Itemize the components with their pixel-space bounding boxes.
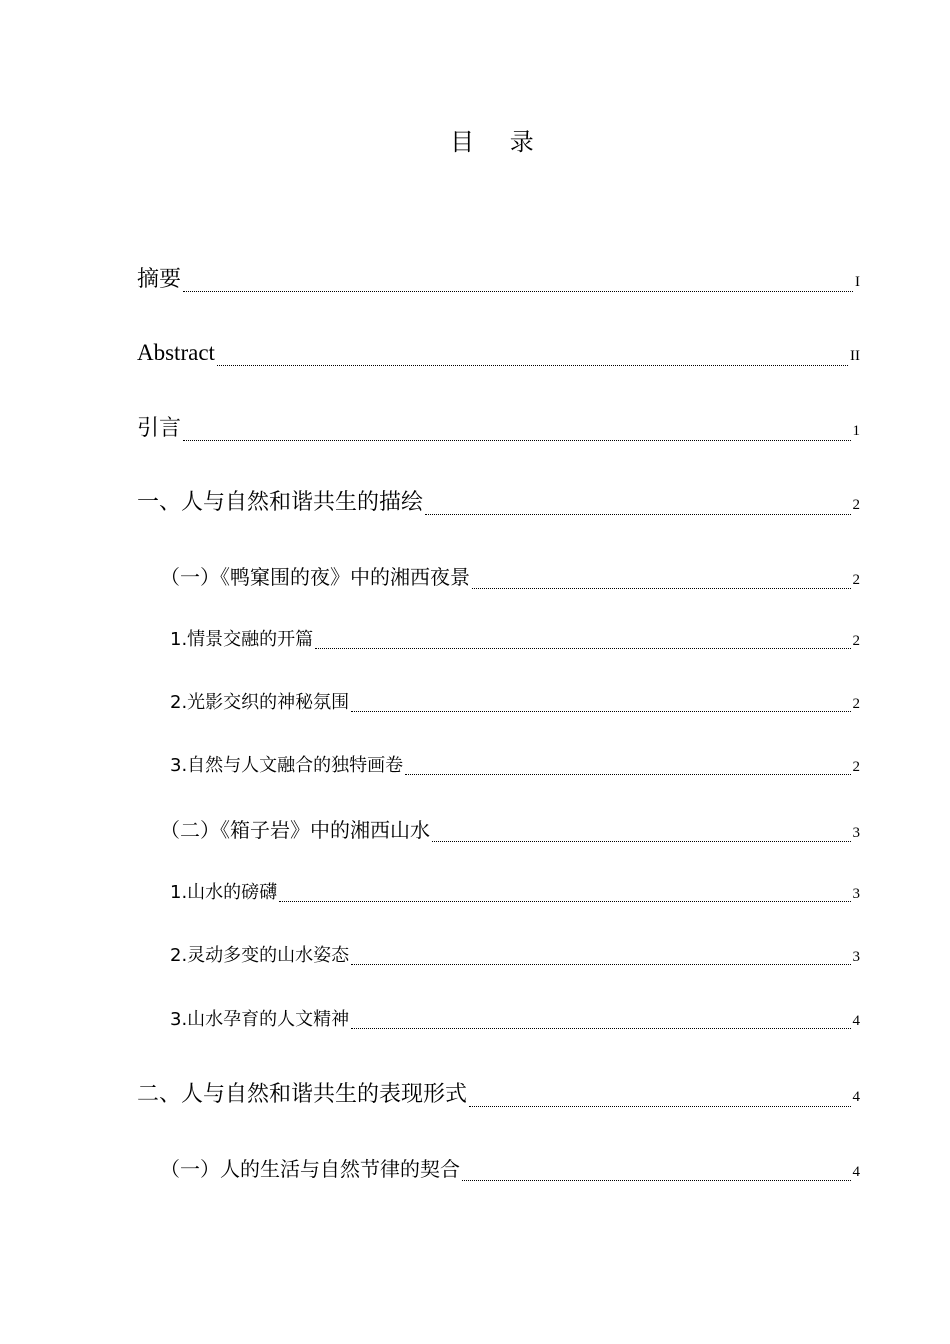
toc-entry-chapter-2[interactable] (137, 1079, 860, 1113)
toc-entry-label: 2.灵动多变的山水姿态 (170, 945, 350, 966)
dot-leader (279, 900, 850, 902)
toc-page-number: 3 (852, 886, 860, 902)
dot-leader (351, 710, 850, 712)
toc-page-number: 3 (852, 825, 860, 841)
toc-entry-chapter-1[interactable] (137, 487, 860, 521)
toc-entry-label: 一、人与自然和谐共生的描绘 (137, 490, 424, 515)
dot-leader (351, 1027, 850, 1029)
toc-entry-label: 摘要 (137, 267, 182, 292)
toc-entry-subsection-1-1-3[interactable] (170, 752, 860, 781)
toc-entry-label: 3.自然与人文融合的独特画卷 (170, 755, 404, 776)
dot-leader (351, 963, 850, 965)
toc-entry-label: 二、人与自然和谐共生的表现形式 (137, 1082, 468, 1107)
dot-leader (405, 773, 850, 775)
toc-entry-label: 3.山水孕育的人文精神 (170, 1009, 350, 1030)
toc-entry-subsection-1-2-3[interactable] (170, 1006, 860, 1035)
dot-leader (183, 290, 853, 292)
dot-leader (469, 1105, 850, 1107)
toc-page-number: 2 (852, 696, 860, 712)
toc-title: 目 录 (450, 128, 548, 156)
toc-page-number: 4 (852, 1013, 860, 1029)
toc-entry-label: （一）人的生活与自然节律的契合 (160, 1157, 460, 1181)
toc-entry-label: Abstract (137, 340, 215, 365)
toc-entry-abstract-en[interactable] (137, 337, 860, 372)
toc-entry-section-1-2[interactable] (160, 815, 860, 848)
toc-entry-label: 1.情景交融的开篇 (170, 629, 314, 650)
toc-entry-section-1-1[interactable] (160, 562, 860, 595)
toc-entry-subsection-1-2-2[interactable] (170, 942, 860, 971)
toc-entry-section-2-1[interactable] (160, 1154, 860, 1187)
toc-entry-subsection-1-1-2[interactable] (170, 689, 860, 718)
toc-entry-label: （二）《箱子岩》中的湘西山水 (160, 818, 430, 842)
dot-leader (315, 647, 850, 649)
dot-leader (462, 1179, 851, 1181)
toc-page-number: 2 (852, 497, 860, 513)
dot-leader (217, 364, 848, 366)
dot-leader (425, 513, 850, 515)
toc-entry-subsection-1-2-1[interactable] (170, 879, 860, 908)
toc-page-number: II (850, 348, 860, 364)
toc-page-number: 1 (852, 423, 860, 439)
toc-page-number: 4 (852, 1164, 860, 1180)
toc-page-number: 2 (852, 759, 860, 775)
toc-entry-label: 引言 (137, 416, 182, 441)
toc-page-number: 3 (852, 949, 860, 965)
toc-entry-abstract-cn[interactable] (137, 264, 860, 298)
toc-page-number: 2 (852, 633, 860, 649)
toc-entry-label: 1.山水的磅礴 (170, 882, 278, 903)
toc-entry-label: （一）《鸭窠围的夜》中的湘西夜景 (160, 565, 470, 589)
toc-entry-introduction[interactable] (137, 413, 860, 447)
toc-page-number: I (855, 274, 860, 290)
toc-entry-subsection-1-1-1[interactable] (170, 626, 860, 655)
toc-page-number: 2 (852, 572, 860, 588)
dot-leader (183, 439, 850, 441)
toc-entry-label: 2.光影交织的神秘氛围 (170, 692, 350, 713)
dot-leader (432, 840, 851, 842)
toc-page-number: 4 (852, 1089, 860, 1105)
dot-leader (472, 587, 851, 589)
